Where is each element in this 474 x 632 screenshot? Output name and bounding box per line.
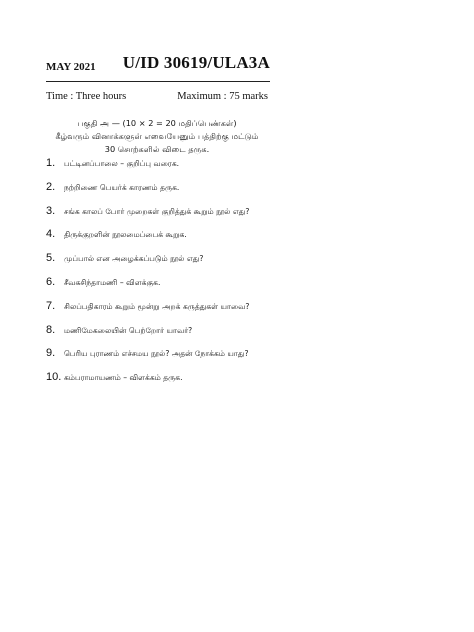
question-number: 6. xyxy=(46,275,56,288)
question-item xyxy=(46,228,286,252)
exam-meta xyxy=(46,91,268,105)
time-allowed: Time : Three hours xyxy=(46,91,127,102)
question-number: 2. xyxy=(46,180,56,193)
question-item xyxy=(46,324,286,348)
section-instruction-line-1: கீழ்வரும் வினாக்களுள் எவையேனும் பத்திற்கு மட்டும் xyxy=(55,131,259,141)
maximum-marks: Maximum : 75 marks xyxy=(177,91,268,102)
question-item xyxy=(46,252,286,276)
question-item xyxy=(46,157,286,181)
question-item xyxy=(46,276,286,300)
question-text: சீவகசிந்தாமணி – விளக்குக. xyxy=(64,277,161,287)
question-text: பட்டினப்பாலை – குறிப்பு வரைக. xyxy=(64,159,180,168)
section-title: பகுதி அ — (10 × 2 = 20 மதிப்பெண்கள்) xyxy=(77,118,237,128)
question-number: 4. xyxy=(46,228,56,241)
exam-header xyxy=(46,53,270,77)
question-number: 1. xyxy=(46,157,56,169)
question-number: 8. xyxy=(46,323,56,336)
question-item xyxy=(46,347,286,371)
exam-month: MAY 2021 xyxy=(46,61,96,73)
question-number: 10. xyxy=(46,371,62,384)
question-text: நற்றிணை பெயர்க் காரணம் தருக. xyxy=(64,182,180,192)
question-text: கம்பராமாயணம் – விளக்கம் தருக. xyxy=(64,373,183,383)
question-number: 9. xyxy=(46,347,56,360)
header-divider xyxy=(46,81,270,82)
question-number: 7. xyxy=(46,299,56,312)
question-item xyxy=(46,181,286,205)
section-heading xyxy=(46,117,268,156)
question-text: சிலப்பதிகாரம் கூறும் மூன்று அறக் கருத்துகள் யாவை? xyxy=(64,301,250,311)
question-item xyxy=(46,300,286,324)
question-item xyxy=(46,371,286,395)
section-instruction-line-2: 30 சொற்களில் விடை தருக. xyxy=(104,144,210,154)
question-text: திருக்குறளின் நூலமைப்பைக் கூறுக. xyxy=(64,230,187,240)
question-text: பெரிய புராணம் எச்சமய நூல்? அதன் நோக்கம் யாது? xyxy=(64,349,249,359)
paper-code: U/ID 30619/ULA3A xyxy=(122,53,270,72)
question-number: 5. xyxy=(46,252,56,265)
question-list xyxy=(46,157,286,395)
question-text: மணிமேகலையின் பெற்றோர் யாவர்? xyxy=(64,325,193,335)
question-item xyxy=(46,205,286,229)
question-text: முப்பால் என அழைக்கப்படும் நூல் எது? xyxy=(64,254,204,264)
question-text: சங்க காலப் போர் முறைகள் குறித்துக் கூறும் நூல் எது? xyxy=(64,206,250,216)
question-number: 3. xyxy=(46,204,56,217)
